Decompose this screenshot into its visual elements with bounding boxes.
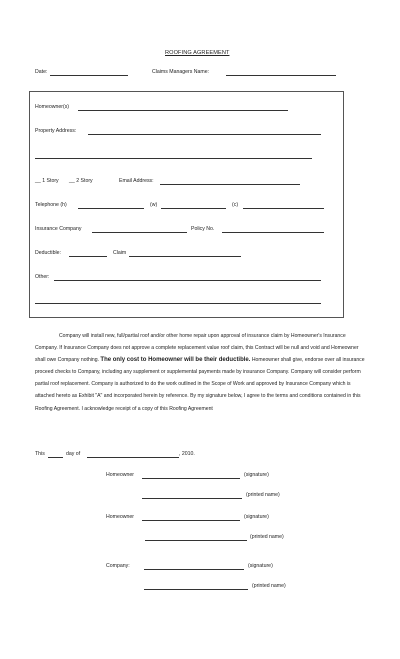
month-field[interactable] [87,457,179,458]
deductible-label: Deductible: [35,250,61,256]
property-address-label: Property Address: [35,128,77,134]
telephone-w-label: (w) [150,202,158,208]
other-label: Other: [35,274,50,280]
claims-manager-label: Claims Managers Name: [152,69,210,75]
policy-no-field[interactable] [222,232,324,233]
email-field[interactable] [160,184,300,185]
other-field[interactable] [54,280,321,281]
company-signature-field[interactable] [144,569,244,570]
homeowner1-printed-name-field[interactable] [142,498,242,499]
homeowners-label: Homeowner(s) [35,104,70,110]
telephone-c-field[interactable] [243,208,324,209]
claim-field[interactable] [129,256,241,257]
insurance-company-label: Insurance Company [35,226,82,232]
homeowner2-signature-label: (signature) [244,514,269,520]
one-story-option[interactable]: __ 1 Story [35,178,59,184]
claims-manager-field[interactable] [226,75,336,76]
year-label: , 2010. [179,451,195,457]
other-field-2[interactable] [35,303,321,304]
this-label: This [35,451,45,457]
agreement-text-part1: Company will install new, full/partial roof and/or other home repair upon approval of insurance claim by Homeowner's Insurance Company. If Insurance Company does not approve a complete replacement value roof claim, this Contract will be null and void and Homeowner shall owe Company nothing. [35,333,359,364]
telephone-c-label: (c) [232,202,239,208]
telephone-h-field[interactable] [78,208,144,209]
homeowner2-label: Homeowner [106,514,134,520]
property-address-field-2[interactable] [35,158,312,159]
company-printed-name-label: (printed name) [252,583,286,589]
homeowner2-signature-field[interactable] [142,520,240,521]
agreement-paragraph [35,330,368,415]
insurance-company-field[interactable] [92,232,187,233]
homeowner1-label: Homeowner [106,472,134,478]
homeowner2-printed-name-field[interactable] [145,540,247,541]
email-label: Email Address: [119,178,154,184]
day-of-label: day of [66,451,81,457]
policy-no-label: Policy No. [191,226,215,232]
claim-label: Claim [113,250,127,256]
date-field[interactable] [50,75,128,76]
deductible-emphasis: The only cost to Homeowner will be their deductible. [100,357,251,364]
homeowner1-printed-name-label: (printed name) [246,492,280,498]
homeowner-info-box [29,91,344,318]
telephone-h-label: Telephone (h) [35,202,67,208]
homeowners-field[interactable] [78,110,288,111]
property-address-field[interactable] [88,134,321,135]
homeowner1-signature-label: (signature) [244,472,269,478]
company-printed-name-field[interactable] [144,589,248,590]
deductible-field[interactable] [69,256,107,257]
homeowner1-signature-field[interactable] [142,478,240,479]
homeowner2-printed-name-label: (printed name) [250,534,284,540]
company-label: Company: [106,563,130,569]
document-title: ROOFING AGREEMENT [165,50,230,56]
two-story-option[interactable]: __ 2 Story [69,178,93,184]
company-signature-label: (signature) [248,563,273,569]
telephone-w-field[interactable] [161,208,226,209]
day-field[interactable] [48,457,63,458]
agreement-text-part2: Homeowner shall give, endorse over all insurance proceed checks to Company, including any supplement or supplemental payments made by insurance Company. Company will consider perform partial roof replacement. Company is authorized to do the work outlined in the Scope of Work and approved by Insurance Company which is attached hereto as Exhibit "A" and incorporated herein by reference. By my signature below, I agree to the terms and conditions contained in this Roofing Agreement. I acknowledge receipt of a copy of this Roofing Agreement [35,357,365,412]
date-label: Date: [35,69,48,75]
